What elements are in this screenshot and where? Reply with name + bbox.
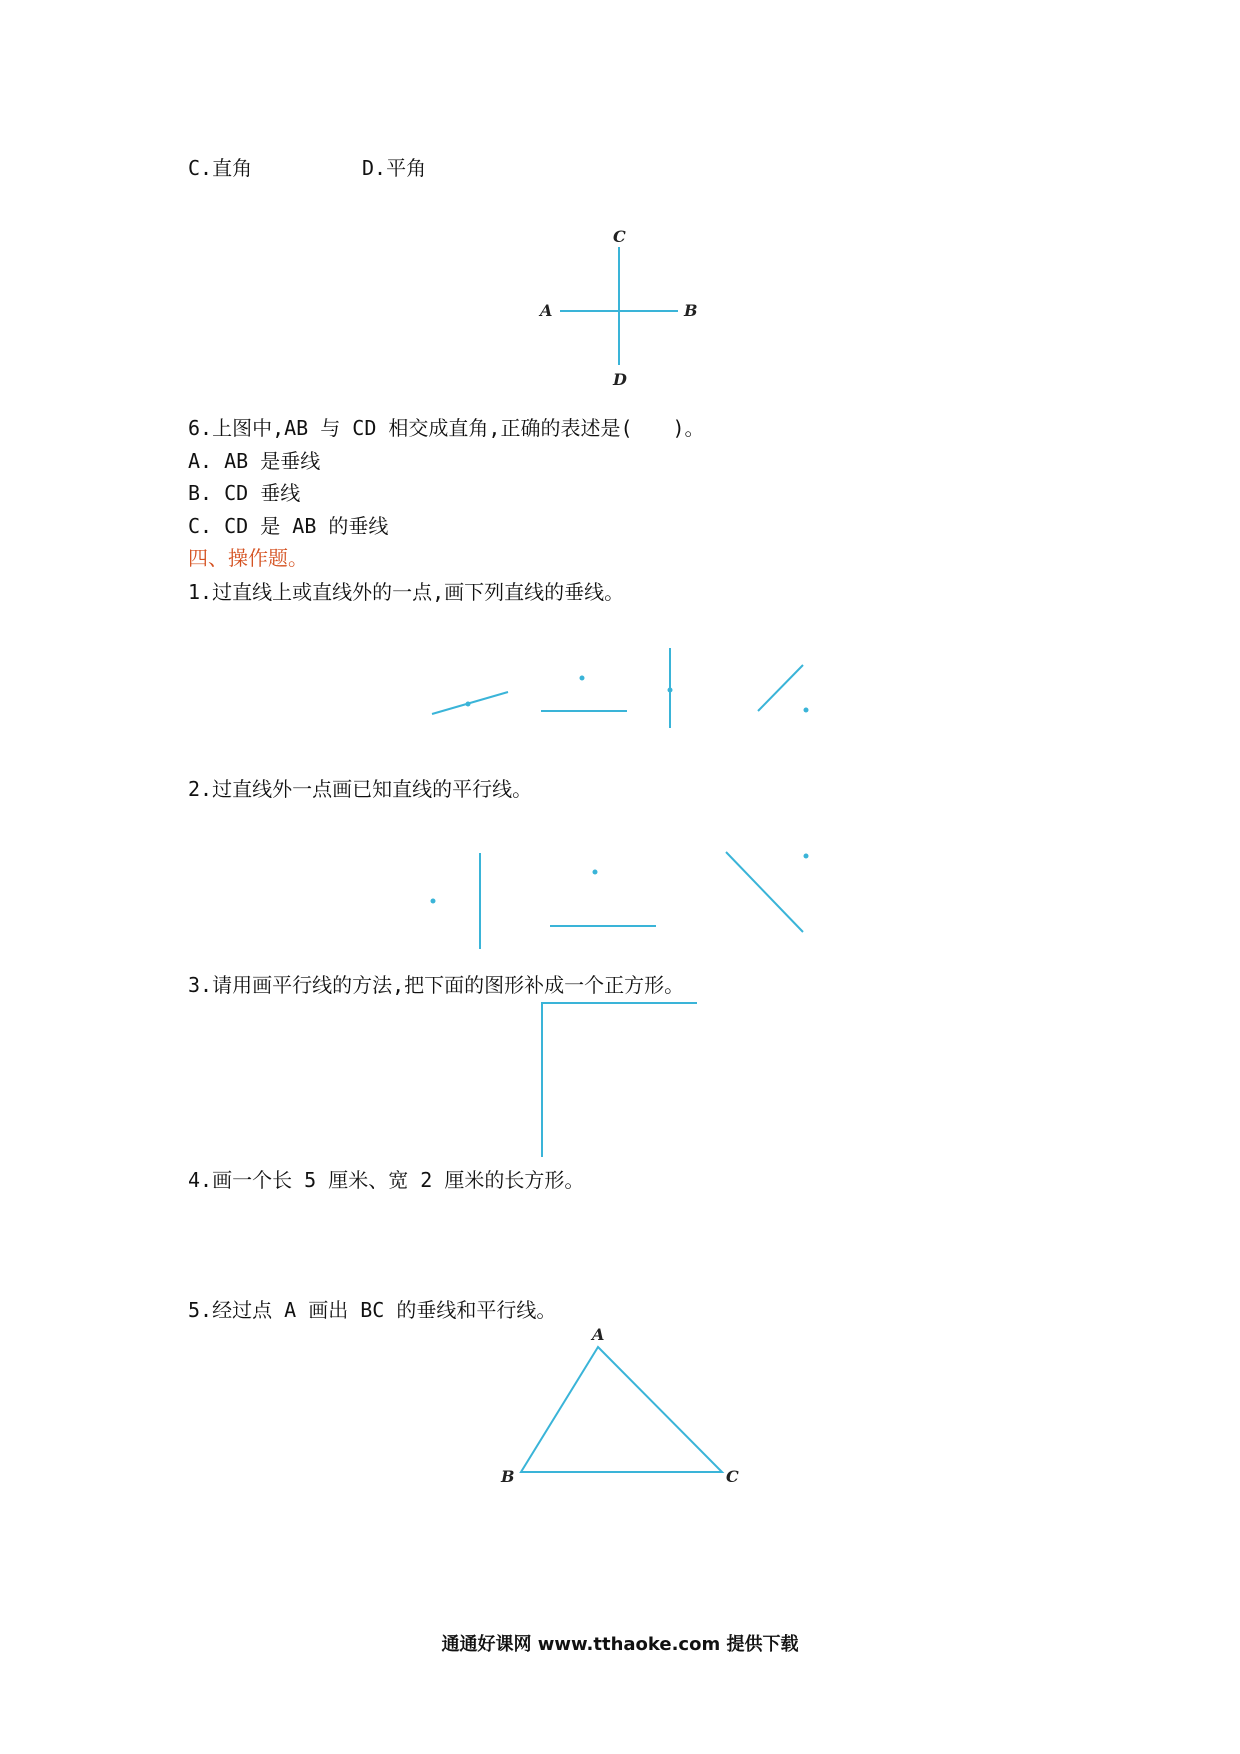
- q6-option-a: A. AB 是垂线: [188, 449, 321, 473]
- op5-text: 5.经过点 A 画出 BC 的垂线和平行线。: [188, 1298, 557, 1322]
- op1-text: 1.过直线上或直线外的一点,画下列直线的垂线。: [188, 580, 625, 604]
- q6-option-c: C. CD 是 AB 的垂线: [188, 514, 389, 538]
- label-d: D: [613, 370, 627, 389]
- op5-triangle: [521, 1347, 722, 1472]
- q6-option-b: B. CD 垂线: [188, 481, 301, 505]
- label-a: A: [592, 1325, 605, 1344]
- op2-text: 2.过直线外一点画已知直线的平行线。: [188, 777, 533, 801]
- label-c: C: [613, 227, 626, 246]
- label-b: B: [501, 1467, 515, 1486]
- label-c: C: [726, 1467, 739, 1486]
- op4-text: 4.画一个长 5 厘米、宽 2 厘米的长方形。: [188, 1168, 585, 1192]
- label-a: A: [540, 301, 553, 320]
- option-c: C.直角: [188, 156, 253, 180]
- option-d: D.平角: [362, 156, 427, 180]
- section-title: 四、操作题。: [188, 546, 308, 570]
- op3-text: 3.请用画平行线的方法,把下面的图形补成一个正方形。: [188, 973, 685, 997]
- footer: 通通好课网 www.tthaoke.com 提供下载: [441, 1634, 799, 1655]
- q6-stem: 6.上图中,AB 与 CD 相交成直角,正确的表述是( )。: [188, 416, 705, 440]
- label-b: B: [684, 301, 698, 320]
